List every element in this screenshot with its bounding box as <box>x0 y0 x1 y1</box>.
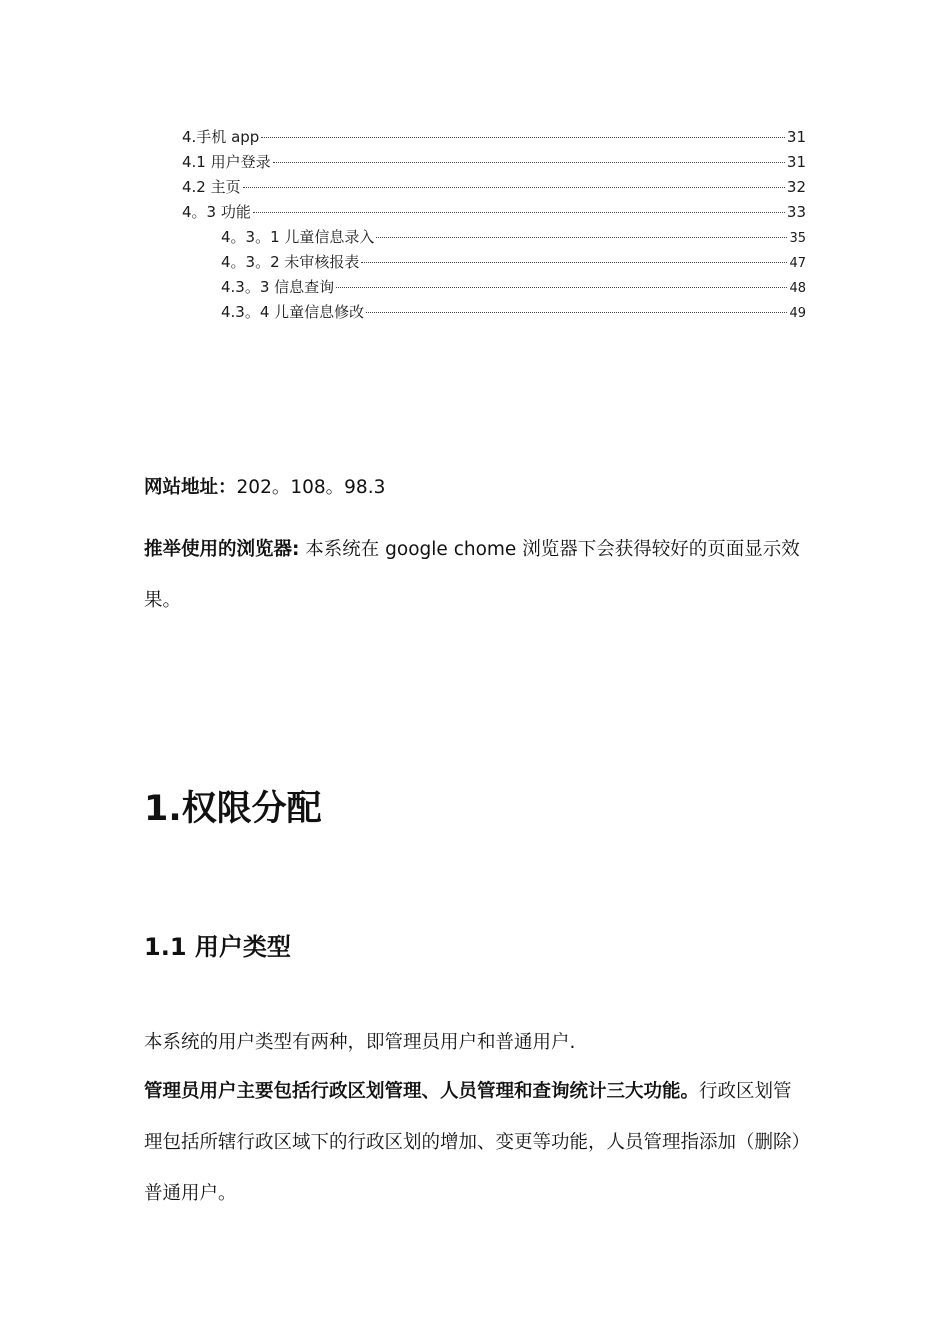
toc-entry-label: 4。3。1 儿童信息录入 <box>221 228 375 246</box>
toc-entry[interactable] <box>182 151 806 176</box>
toc-entry-page: 31 <box>786 153 806 171</box>
toc-subentry[interactable] <box>182 251 806 276</box>
toc-entry-page: 33 <box>786 203 806 221</box>
toc-entry-label: 4。3 功能 <box>182 203 251 221</box>
toc-entry-label: 4.3。3 信息查询 <box>221 278 335 296</box>
admin-user-details: 行政区划管理包括所辖行政区域下的行政区划的增加、变更等功能，人员管理指添加（删除）普通用户。 <box>144 1081 801 1204</box>
toc-entry-label: 4.手机 app <box>182 128 260 146</box>
toc-leader-dots <box>376 237 787 238</box>
website-address-line <box>144 462 804 513</box>
user-types-intro: 本系统的用户类型有两种，即管理员用户和普通用户. <box>144 1032 576 1053</box>
recommended-browser-text: 本系统在 google chome 浏览器下会获得较好的页面显示效果。 <box>144 539 800 611</box>
admin-user-summary: 管理员用户主要包括行政区划管理、人员管理和查询统计三大功能。 <box>144 1081 700 1102</box>
toc-entry[interactable] <box>182 126 806 151</box>
toc-leader-dots <box>273 162 785 163</box>
toc-subentry[interactable] <box>182 226 806 251</box>
section-1-1-heading: 1.1 用户类型 <box>144 933 291 961</box>
toc-entry-label: 4.3。4 儿童信息修改 <box>221 303 365 321</box>
toc-leader-dots <box>243 187 785 188</box>
toc-leader-dots <box>336 287 787 288</box>
toc-entry[interactable] <box>182 201 806 226</box>
toc-subentry[interactable] <box>182 301 806 326</box>
toc-entry[interactable] <box>182 176 806 201</box>
toc-entry-label: 4.1 用户登录 <box>182 153 271 171</box>
toc-leader-dots <box>366 312 787 313</box>
toc-leader-dots <box>361 262 787 263</box>
toc-entry-label: 4。3。2 未审核报表 <box>221 253 360 271</box>
recommended-browser-label: 推举使用的浏览器: <box>144 539 300 560</box>
website-address-colon: ： <box>218 477 237 498</box>
toc-entry-label: 4.2 主页 <box>182 178 241 196</box>
admin-user-paragraph <box>144 1066 804 1219</box>
website-address-value: 202。108。98.3 <box>236 477 386 498</box>
toc-leader-dots <box>253 212 785 213</box>
toc-leader-dots <box>261 137 785 138</box>
toc-entry-page: 35 <box>789 231 806 246</box>
section-1-heading: 1.权限分配 <box>144 789 322 829</box>
table-of-contents <box>182 126 806 326</box>
toc-entry-page: 48 <box>789 281 806 296</box>
toc-entry-page: 32 <box>786 178 806 196</box>
toc-entry-page: 47 <box>789 256 806 271</box>
toc-entry-page: 31 <box>786 128 806 146</box>
toc-subentry[interactable] <box>182 276 806 301</box>
website-address-label: 网站地址 <box>144 477 219 498</box>
recommended-browser-paragraph <box>144 524 804 626</box>
toc-entry-page: 49 <box>789 306 806 321</box>
